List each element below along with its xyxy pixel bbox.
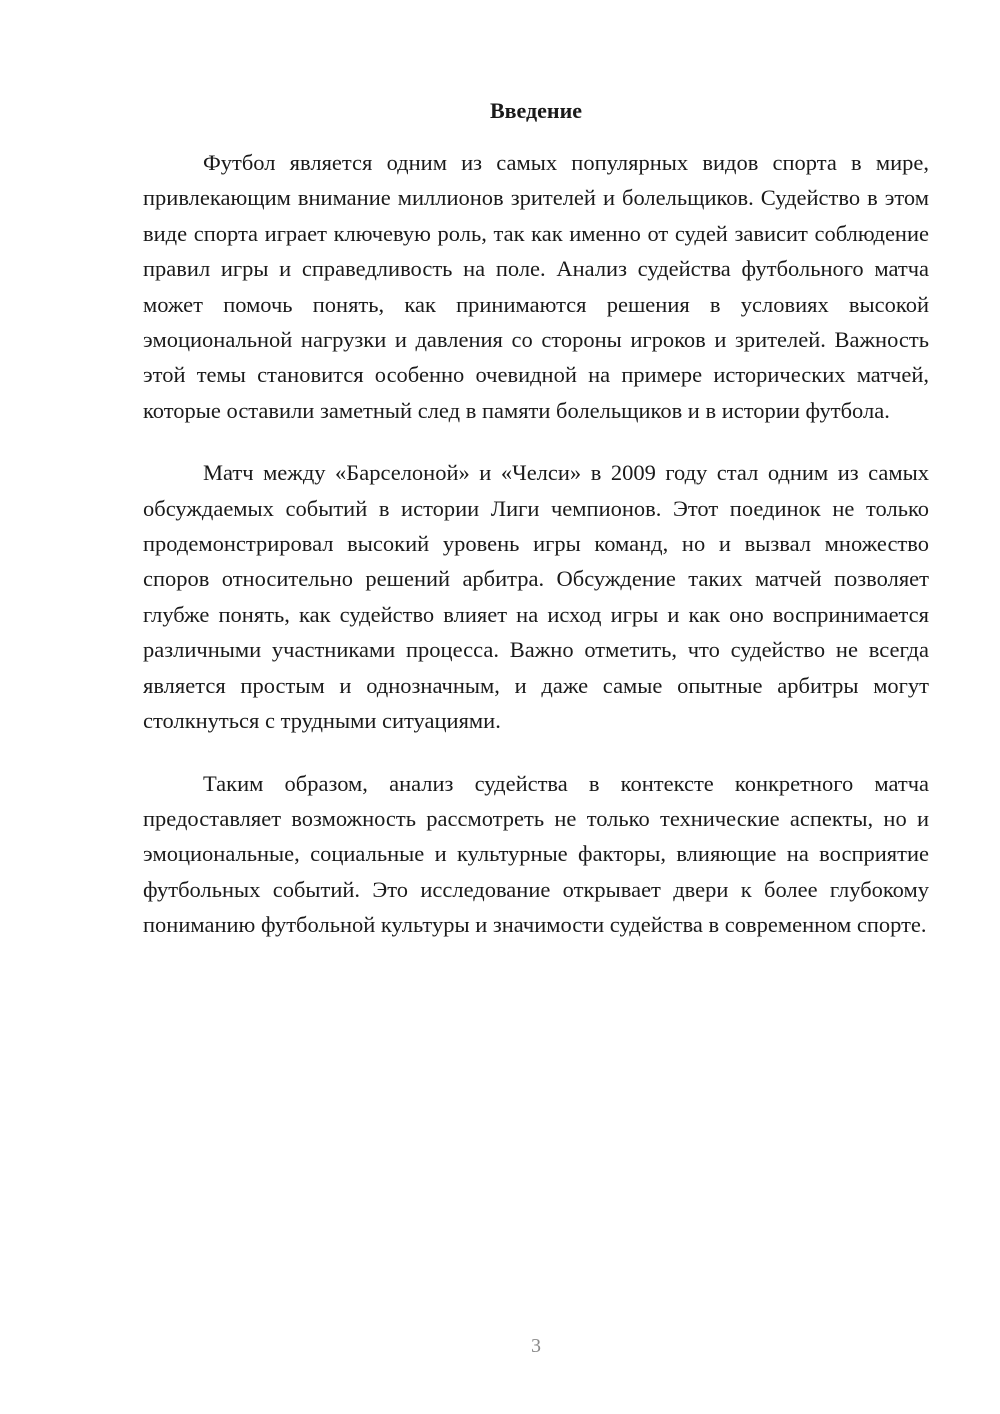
body-text bbox=[143, 145, 929, 943]
page-number: 3 bbox=[531, 1335, 541, 1357]
section-heading: Введение bbox=[489, 98, 583, 123]
paragraph-2: Матч между «Барселоной» и «Челси» в 2009 году стал одним из самых обсуждаемых событий в истории Лиги чемпионов. Этот поединок не только продемонстрировал высокий уровень игры команд, но и вызвал множество споров относительно решений арбитра. Обсуждение таких матчей позволяет глубже понять, как судейство влияет на исход игры и как оно воспринимается различными участниками процесса. Важно отметить, что судейство не всегда является простым и однозначным, и даже самые опытные арбитры могут столкнуться с трудными ситуациями. bbox=[143, 460, 929, 734]
paragraph-1: Футбол является одним из самых популярных видов спорта в мире, привлекающим внимание миллионов зрителей и болельщиков. Судейство в этом виде спорта играет ключевую роль, так как именно от судей зависит соблюдение правил игры и справедливость на поле. Анализ судейства футбольного матча может помочь понять, как принимаются решения в условиях высокой эмоциональной нагрузки и давления со стороны игроков и зрителей. Важность этой темы становится особенно очевидной на примере исторических матчей, которые оставили заметный след в памяти болельщиков и в истории футбола. bbox=[143, 150, 929, 423]
paragraph-3: Таким образом, анализ судейства в контексте конкретного матча предоставляет возможность рассмотреть не только технические аспекты, но и эмоциональные, социальные и культурные факторы, влияющие на восприятие футбольных событий. Это исследование открывает двери к более глубокому пониманию футбольной культуры и значимости судейства в современном спорте. bbox=[143, 770, 929, 938]
